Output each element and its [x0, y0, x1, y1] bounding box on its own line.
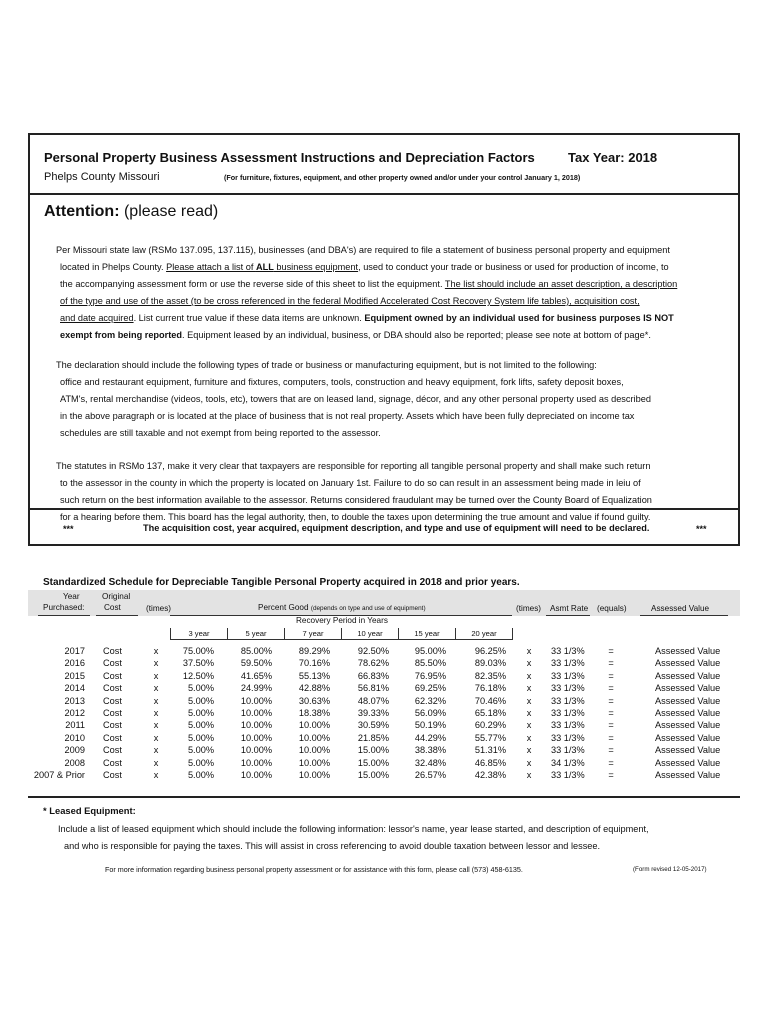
percent-cell: 89.03%	[474, 658, 506, 669]
percent-cell: 30.63%	[298, 695, 330, 706]
period-header: 7 year	[284, 628, 342, 640]
percent-cell: 44.29%	[414, 732, 446, 743]
percent-cell: 60.29%	[474, 720, 506, 731]
times-cell-2: x	[526, 745, 532, 756]
county-name: Phelps County Missouri	[44, 171, 160, 183]
percent-cell: 66.83%	[357, 670, 389, 681]
table-row	[0, 707, 770, 719]
para1-line2: located in Phelps County. Please attach a list of ALL business equipment, used to conduct your trade or business or used for production of income, to	[60, 262, 669, 272]
equals-cell: =	[608, 670, 614, 681]
cost-cell: Cost	[103, 683, 122, 694]
percent-cell: 24.99%	[240, 683, 272, 694]
times-cell: x	[153, 708, 159, 718]
times-cell-2: x	[526, 695, 532, 706]
assessed-value-cell: Assessed Value	[655, 695, 721, 706]
times-cell-2: x	[526, 770, 532, 780]
percent-cell: 5.00%	[187, 720, 214, 731]
percent-cell: 51.31%	[474, 745, 506, 756]
header-original: Original	[102, 592, 131, 601]
underline-rate	[546, 615, 590, 616]
rate-cell: 33 1/3%	[551, 695, 585, 706]
year-cell: 2014	[64, 683, 85, 694]
table-row	[0, 719, 770, 731]
assessed-value-cell: Assessed Value	[655, 683, 721, 694]
header-cost: Cost	[104, 603, 121, 612]
header-subtitle: (For furniture, fixtures, equipment, and other property owned and/or under your control January 1, 2018)	[224, 173, 581, 182]
percent-cell: 10.00%	[298, 770, 330, 780]
form-revised: (Form revised 12-05-2017)	[633, 866, 707, 873]
para1-line6: exempt from being reported. Equipment leased by an individual, business, or DBA should also be reported; please see note at bottom of page*.	[60, 330, 651, 340]
header-times-2: (times)	[516, 604, 542, 613]
percent-cell: 48.07%	[357, 695, 389, 706]
percent-cell: 62.32%	[414, 695, 446, 706]
equals-cell: =	[608, 658, 614, 669]
table-row	[0, 657, 770, 669]
header-purchased: Purchased:	[43, 603, 85, 612]
header-recovery-period: Recovery Period in Years	[296, 616, 388, 625]
para1-line3: the accompanying assessment form or use the reverse side of this sheet to list the equipment. The list should include an asset description, a description	[60, 279, 678, 289]
percent-cell: 76.18%	[474, 683, 506, 694]
times-cell-2: x	[526, 757, 532, 768]
notice-text: The acquisition cost, year acquired, equipment description, and type and use of equipment will need to be declared.	[143, 523, 650, 533]
percent-cell: 38.38%	[414, 745, 446, 756]
percent-cell: 15.00%	[357, 745, 389, 756]
percent-cell: 82.35%	[474, 670, 506, 681]
notice-stars-left: ***	[63, 524, 74, 534]
percent-cell: 41.65%	[240, 670, 272, 681]
percent-cell: 5.00%	[187, 770, 214, 780]
table-row	[0, 732, 770, 744]
percent-cell: 15.00%	[357, 770, 389, 780]
percent-cell: 59.50%	[240, 658, 272, 669]
instructions-box	[28, 133, 740, 522]
percent-cell: 30.59%	[357, 720, 389, 731]
times-cell: x	[153, 695, 159, 706]
percent-cell: 15.00%	[357, 757, 389, 768]
times-cell-2: x	[526, 646, 532, 656]
times-cell-2: x	[526, 658, 532, 669]
percent-cell: 50.19%	[414, 720, 446, 731]
attention-heading	[44, 203, 218, 221]
lease-line1: Include a list of leased equipment which should include the following information: lessor's name, year lease started, and description of equipment,	[58, 824, 649, 834]
year-cell: 2010	[64, 732, 85, 743]
cost-cell: Cost	[103, 720, 122, 731]
header-asmt-rate: Asmt Rate	[550, 604, 589, 613]
times-cell-2: x	[526, 708, 532, 718]
assessed-value-cell: Assessed Value	[655, 770, 721, 780]
rate-cell: 33 1/3%	[551, 658, 585, 669]
percent-cell: 95.00%	[414, 646, 446, 656]
times-cell-2: x	[526, 732, 532, 743]
assessed-value-cell: Assessed Value	[655, 670, 721, 681]
underline-cost	[96, 615, 138, 616]
percent-cell: 39.33%	[357, 708, 389, 718]
underline-assessed	[640, 615, 728, 616]
percent-cell: 10.00%	[240, 770, 272, 780]
rate-cell: 33 1/3%	[551, 770, 585, 780]
percent-cell: 37.50%	[182, 658, 214, 669]
percent-cell: 10.00%	[298, 757, 330, 768]
equals-cell: =	[608, 683, 614, 694]
lease-line2: and who is responsible for paying the taxes. This will assist in cross referencing to avoid double taxation between lessor and lessee.	[64, 841, 601, 851]
header-percent-note: (depends on type and use of equipment)	[310, 605, 426, 612]
rate-cell: 34 1/3%	[551, 757, 585, 768]
cost-cell: Cost	[103, 732, 122, 743]
attention-label: Attention:	[44, 203, 120, 220]
year-cell: 2009	[64, 745, 85, 756]
times-cell: x	[153, 658, 159, 669]
percent-cell: 85.50%	[414, 658, 446, 669]
underline-year	[38, 615, 90, 616]
table-row	[0, 645, 770, 657]
assessed-value-cell: Assessed Value	[655, 757, 721, 768]
percent-cell: 56.09%	[414, 708, 446, 718]
para2-line4: in the above paragraph or is located at the place of business that is not real property. Assets which have been fully depreciated on income tax	[60, 411, 635, 421]
percent-cell: 5.00%	[187, 732, 214, 743]
period-header: 20 year	[455, 628, 513, 640]
cost-cell: Cost	[103, 670, 122, 681]
percent-cell: 55.13%	[298, 670, 330, 681]
percent-cell: 92.50%	[357, 646, 389, 656]
para3-line4: for a hearing before them. This board has the legal authority, then, to double the taxes upon determining the true amount and value if found guilty.	[60, 512, 651, 522]
period-header: 5 year	[227, 628, 285, 640]
para2-line1: The declaration should include the following types of trade or business or manufacturing equipment, but is not limited to the following:	[56, 360, 597, 370]
table-row	[0, 695, 770, 707]
header-percent-good: Percent Good (depends on type and use of equipment)	[258, 603, 426, 612]
times-cell-2: x	[526, 720, 532, 731]
percent-cell: 78.62%	[357, 658, 389, 669]
percent-cell: 5.00%	[187, 757, 214, 768]
assessed-value-cell: Assessed Value	[655, 646, 721, 656]
year-cell: 2008	[64, 757, 85, 768]
times-cell: x	[153, 646, 159, 656]
para3-line2: to the assessor in the county in which the property is located on January 1st. Failure to do so can result in an assessment being made in leiu of	[60, 478, 641, 488]
year-cell: 2017	[64, 646, 85, 656]
header-year: Year	[63, 592, 80, 601]
percent-cell: 21.85%	[357, 732, 389, 743]
percent-cell: 5.00%	[187, 683, 214, 694]
times-cell-2: x	[526, 670, 532, 681]
rate-cell: 33 1/3%	[551, 732, 585, 743]
year-cell: 2013	[64, 695, 85, 706]
period-header: 15 year	[398, 628, 456, 640]
para2-line5: schedules are still taxable and not exempt from being reported to the assessor.	[60, 428, 381, 438]
cost-cell: Cost	[103, 757, 122, 768]
divider-line	[28, 796, 740, 798]
percent-cell: 5.00%	[187, 708, 214, 718]
percent-cell: 76.95%	[414, 670, 446, 681]
assessed-value-cell: Assessed Value	[655, 732, 721, 743]
percent-cell: 12.50%	[182, 670, 214, 681]
para1-line5: and date acquired. List current true value if these data items are unknown. Equipment owned by an individual used for business purposes IS NOT	[60, 313, 674, 323]
table-row	[0, 682, 770, 694]
notice-box	[28, 510, 740, 546]
period-header: 10 year	[341, 628, 399, 640]
percent-cell: 5.00%	[187, 695, 214, 706]
notice-stars-right: ***	[696, 524, 707, 534]
percent-cell: 10.00%	[298, 732, 330, 743]
percent-cell: 26.57%	[414, 770, 446, 780]
percent-cell: 85.00%	[240, 646, 272, 656]
assessed-value-cell: Assessed Value	[655, 658, 721, 669]
percent-cell: 5.00%	[187, 745, 214, 756]
header-assessed-value: Assessed Value	[651, 604, 710, 613]
percent-cell: 18.38%	[298, 708, 330, 718]
cost-cell: Cost	[103, 770, 122, 780]
table-row	[0, 670, 770, 682]
year-cell: 2016	[64, 658, 85, 669]
year-cell: 2011	[65, 720, 85, 731]
percent-cell: 10.00%	[298, 720, 330, 731]
percent-cell: 65.18%	[474, 708, 506, 718]
footer-info: For more information regarding business personal property assessment or for assistance with this form, please call (573) 458-6135.	[105, 865, 523, 874]
percent-cell: 10.00%	[240, 732, 272, 743]
schedule-title: Standardized Schedule for Depreciable Tangible Personal Property acquired in 2018 and prior years.	[43, 577, 520, 588]
percent-cell: 32.48%	[414, 757, 446, 768]
year-cell: 2015	[64, 670, 85, 681]
percent-cell: 46.85%	[474, 757, 506, 768]
table-row	[0, 769, 770, 781]
equals-cell: =	[608, 745, 614, 756]
percent-cell: 10.00%	[240, 720, 272, 731]
percent-cell: 10.00%	[240, 745, 272, 756]
header	[30, 135, 740, 195]
header-equals: (equals)	[597, 604, 627, 613]
equals-cell: =	[608, 757, 614, 768]
percent-cell: 96.25%	[474, 646, 506, 656]
para2-line2: office and restaurant equipment, furniture and fixtures, computers, tools, construction and heavy equipment, fork lifts, safety deposit boxes,	[60, 377, 624, 387]
percent-cell: 10.00%	[240, 708, 272, 718]
rate-cell: 33 1/3%	[551, 720, 585, 731]
equals-cell: =	[608, 695, 614, 706]
year-cell: 2007 & Prior	[33, 770, 85, 780]
para3-line3: such return on the best information available to the assessor. Returns considered fraudulant may be turned over the County Board of Equalization	[60, 495, 652, 505]
equals-cell: =	[608, 708, 614, 718]
attention-note: (please read)	[119, 203, 219, 220]
equals-cell: =	[608, 770, 614, 780]
cost-cell: Cost	[103, 745, 122, 756]
times-cell: x	[153, 745, 159, 756]
assessed-value-cell: Assessed Value	[655, 745, 721, 756]
times-cell: x	[153, 757, 159, 768]
lease-title: * Leased Equipment:	[43, 805, 136, 816]
para1-line1: Per Missouri state law (RSMo 137.095, 137.115), businesses (and DBA's) are required to file a statement of business personal property and equipment	[56, 245, 670, 255]
percent-cell: 70.16%	[298, 658, 330, 669]
percent-cell: 89.29%	[298, 646, 330, 656]
times-cell: x	[153, 670, 159, 681]
percent-cell: 75.00%	[182, 646, 214, 656]
table-row	[0, 744, 770, 756]
times-cell-2: x	[526, 683, 532, 694]
period-header: 3 year	[170, 628, 228, 640]
percent-cell: 56.81%	[357, 683, 389, 694]
percent-cell: 10.00%	[240, 757, 272, 768]
para2-line3: ATM's, rental merchandise (videos, tools, etc), towers that are on leased land, signage, décor, and any other personal property used as described	[60, 394, 651, 404]
percent-cell: 69.25%	[414, 683, 446, 694]
times-cell: x	[153, 732, 159, 743]
page-title: Personal Property Business Assessment Instructions and Depreciation Factors	[44, 150, 535, 165]
times-cell: x	[153, 720, 159, 731]
cost-cell: Cost	[103, 708, 122, 718]
percent-cell: 42.38%	[474, 770, 506, 780]
times-cell: x	[153, 770, 159, 780]
table-row	[0, 757, 770, 769]
year-cell: 2012	[64, 708, 85, 718]
assessed-value-cell: Assessed Value	[655, 708, 721, 718]
assessed-value-cell: Assessed Value	[655, 720, 721, 731]
percent-cell: 70.46%	[474, 695, 506, 706]
percent-cell: 10.00%	[298, 745, 330, 756]
percent-cell: 55.77%	[474, 732, 506, 743]
rate-cell: 33 1/3%	[551, 708, 585, 718]
times-cell: x	[153, 683, 159, 694]
equals-cell: =	[608, 720, 614, 731]
cost-cell: Cost	[103, 646, 122, 656]
equals-cell: =	[608, 732, 614, 743]
para3-line1: The statutes in RSMo 137, make it very clear that taxpayers are responsible for reporting all tangible personal property and shall make such return	[56, 461, 651, 471]
tax-year: Tax Year: 2018	[568, 150, 658, 165]
rate-cell: 33 1/3%	[551, 670, 585, 681]
header-times: (times)	[146, 604, 172, 613]
rate-cell: 33 1/3%	[551, 646, 585, 656]
cost-cell: Cost	[103, 695, 122, 706]
percent-cell: 10.00%	[240, 695, 272, 706]
rate-cell: 33 1/3%	[551, 683, 585, 694]
para1-line4: of the type and use of the asset (to be cross referenced in the federal Modified Accelerated Cost Recovery System life tables), acquisition cost,	[60, 296, 640, 306]
percent-cell: 42.88%	[298, 683, 330, 694]
rate-cell: 33 1/3%	[551, 745, 585, 756]
equals-cell: =	[608, 646, 614, 656]
cost-cell: Cost	[103, 658, 122, 669]
